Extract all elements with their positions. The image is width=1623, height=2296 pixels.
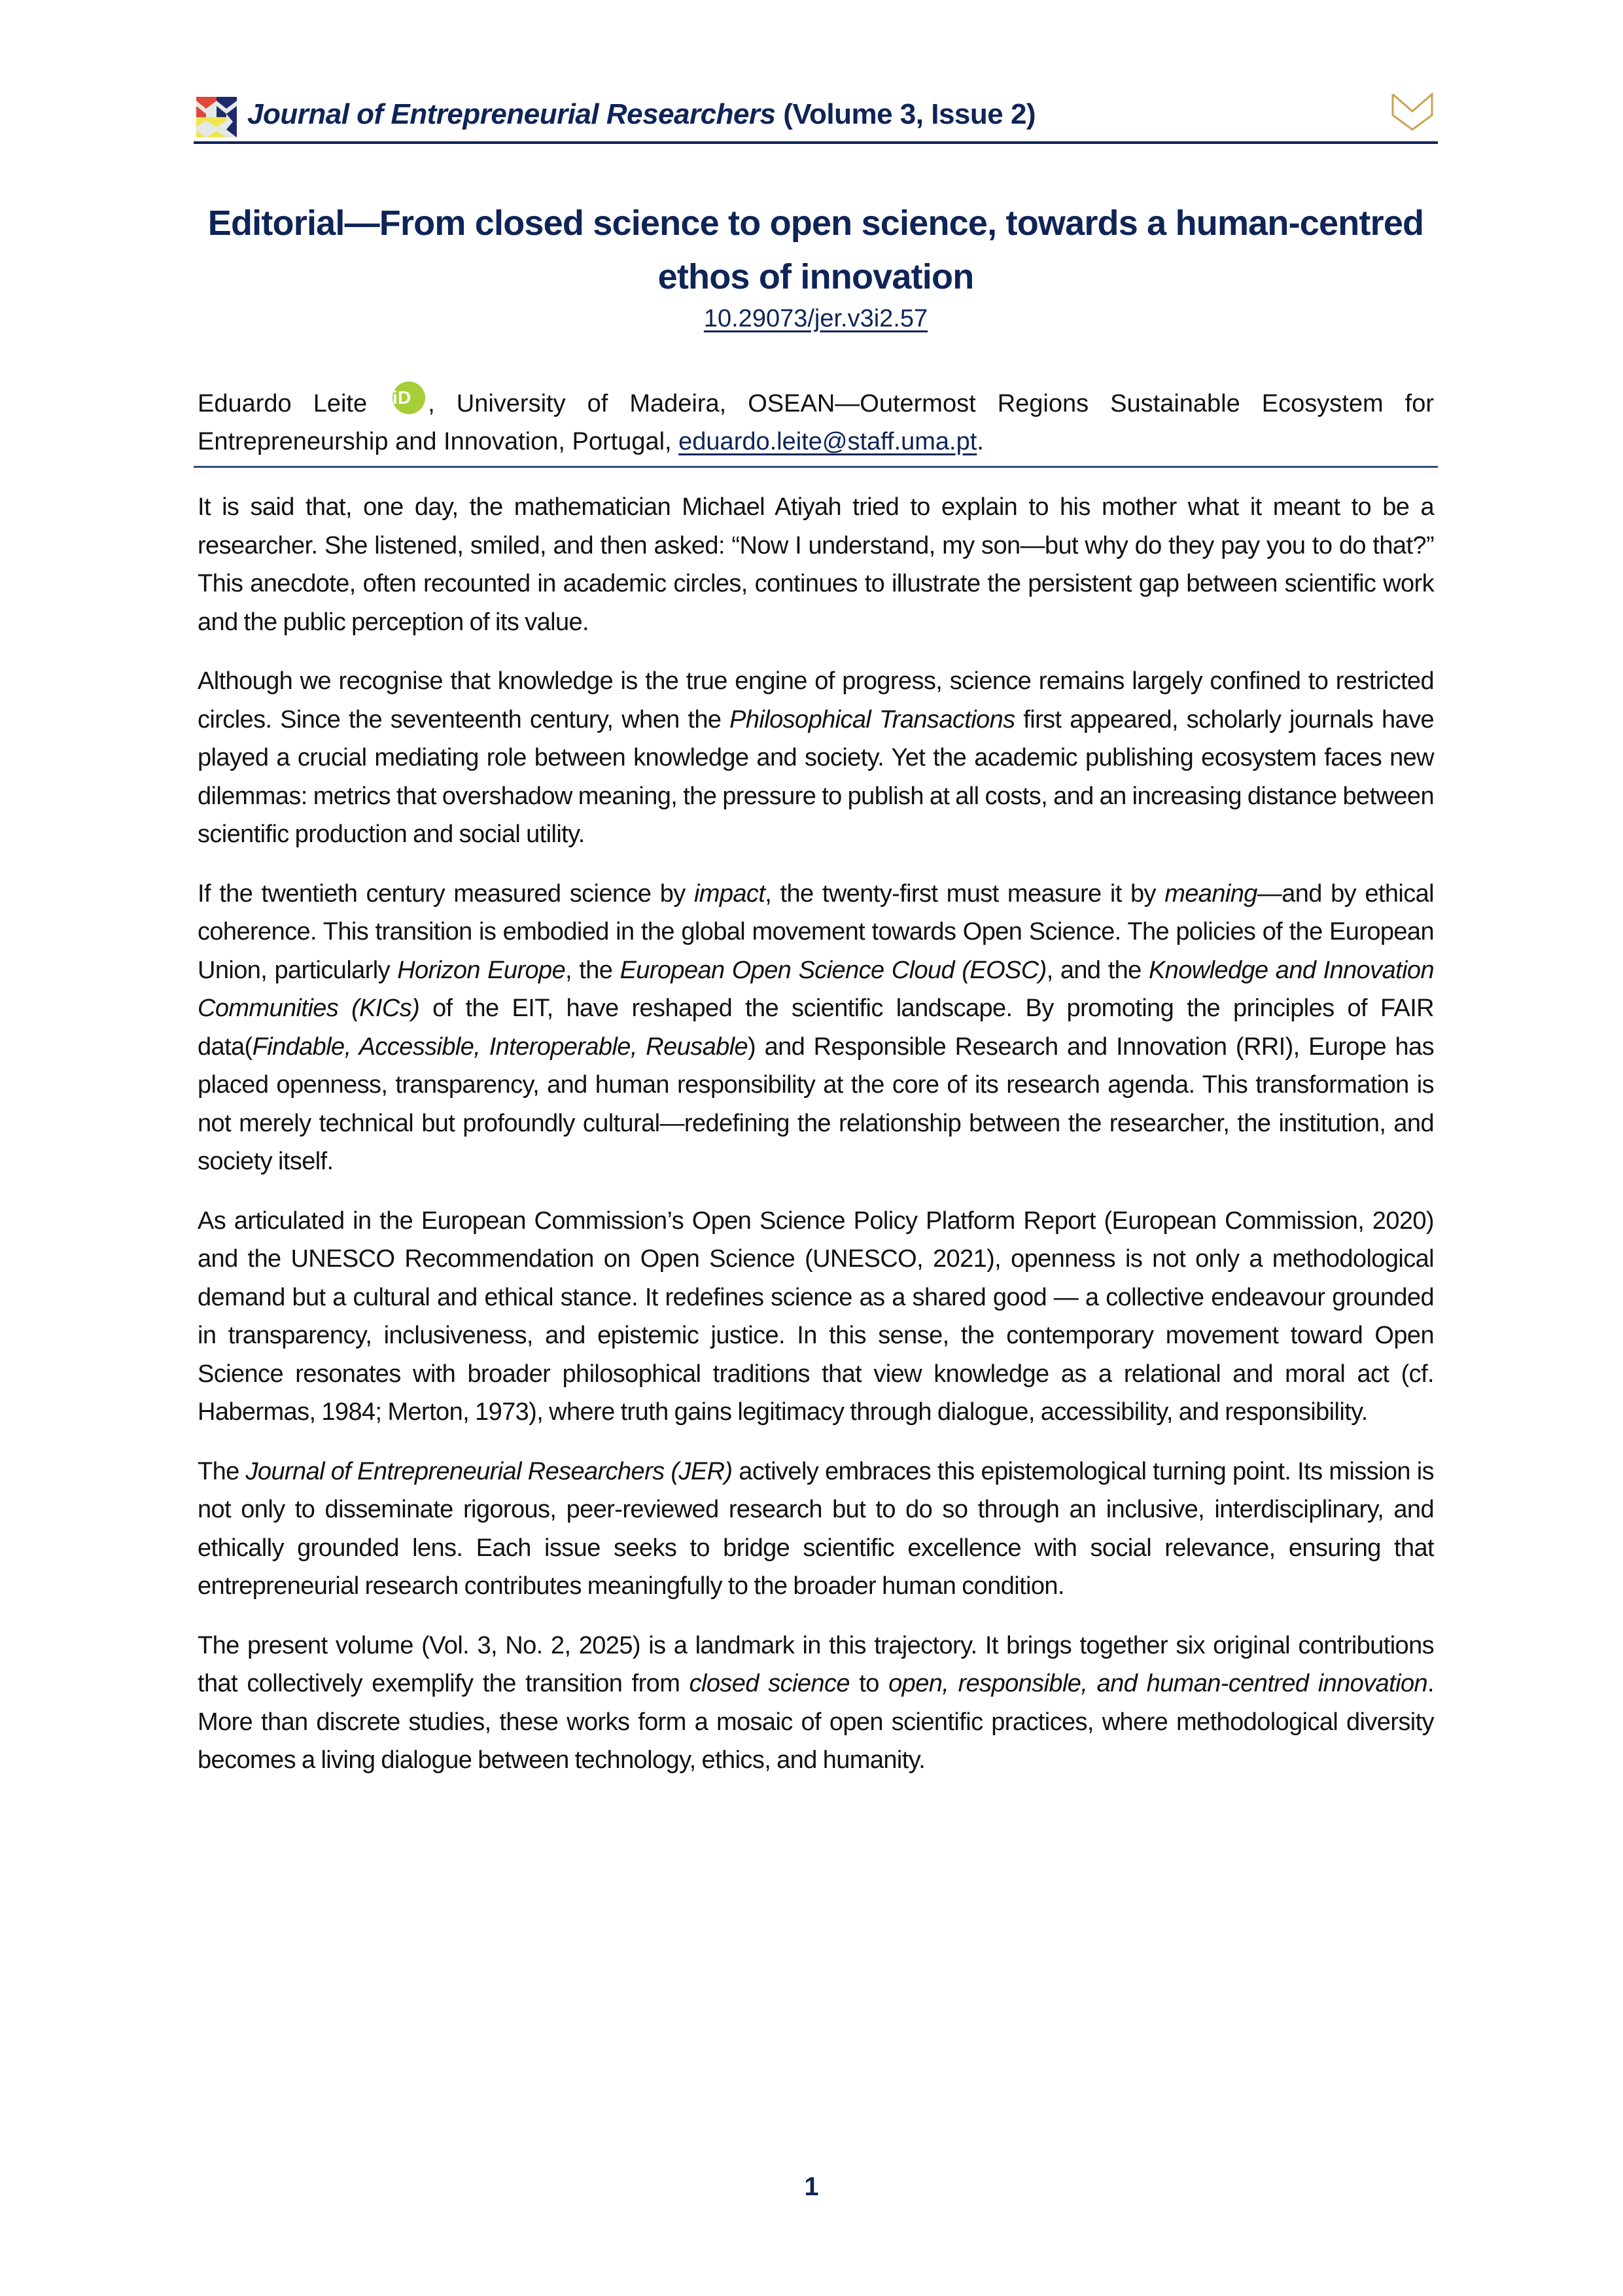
italic-text: Findable, Accessible, Interoperable, Reusable — [252, 1033, 748, 1061]
italic-text: Knowledge and Innovation Communities (KICs) — [198, 956, 1434, 1022]
doi — [194, 305, 1438, 333]
journal-name: Journal of Entrepreneurial Researchers — [247, 98, 776, 130]
italic-text: European Open Science Cloud (EOSC) — [620, 956, 1047, 984]
running-header — [194, 96, 1438, 143]
italic-text: Philosophical Transactions — [729, 705, 1015, 733]
header-divider — [194, 141, 1438, 144]
text: Although we recognise that knowledge is the true engine of progress, science remains largely confined to restricted circles. Since the seventeenth century, when the — [198, 667, 1434, 733]
article-title-line2: ethos of innovation — [657, 257, 974, 296]
paragraph-5 — [198, 1453, 1434, 1606]
italic-text: closed science — [689, 1670, 850, 1697]
paragraph-4: As articulated in the European Commission’s Open Science Policy Platform Report (European Commission, 2020) and the UNESCO Recommendation on Open Science (UNESCO, 2021), openness is not only a methodological demand but a cultural and ethical stance. It redefines science as a shared good — a collective endeavour grounded in transparency, inclusiveness, and epistemic justice. In this sense, the contemporary movement toward Open Science resonates with broader philosophical traditions that view knowledge as a relational and moral act (cf. Habermas, 1984; Merton, 1973), where truth gains legitimacy through dialogue, accessibility, and responsibility. — [198, 1207, 1434, 1426]
text: If the twentieth century measured science by — [198, 879, 694, 908]
orcid-icon[interactable]: iD — [393, 381, 425, 414]
author-email-link[interactable]: eduardo.leite@staff.uma.pt — [678, 428, 977, 455]
italic-text: meaning — [1164, 879, 1257, 908]
text: —and by ethical coherence. This transition is embodied in the global movement towards Open Science. The policies of the European Union, particularly — [198, 879, 1434, 984]
text: actively embraces this epistemological turning point. Its mission is not only to disseminate rigorous, peer-reviewed research but to do so through an inclusive, interdisciplinary, and ethically grounded lens. Each issue seeks to bridge scientific excellence with social relevance, ensuring that entrepreneurial research contributes meaningfully to the broader human condition. — [198, 1457, 1434, 1600]
paragraph-1: It is said that, one day, the mathematician Michael Atiyah tried to explain to his mother what it meant to be a researcher. She listened, smiled, and then asked: “Now I understand, my son—but why do they pay you to do that?” This anecdote, often recounted in academic circles, continues to illustrate the persistent gap between scientific work and the public perception of its value. — [198, 493, 1434, 636]
text: , and the — [1046, 956, 1149, 984]
text: , the — [565, 956, 620, 984]
gold-chevron-icon — [1391, 92, 1434, 132]
doi-link[interactable]: 10.29073/jer.v3i2.57 — [703, 305, 928, 332]
italic-text: Journal of Entrepreneurial Researchers (JER) — [245, 1457, 733, 1485]
text: The — [198, 1457, 246, 1485]
italic-text: open, responsible, and human-centred innovation — [888, 1670, 1428, 1697]
article-title-line1: Editorial—From closed science to open science, towards a human-centred — [207, 203, 1424, 243]
text: of the EIT, have reshaped the scientific landscape. By promoting the principles of FAIR data( — [198, 995, 1435, 1061]
text: . More than discrete studies, these works form a mosaic of open scientific practices, where methodological diversity becomes a living dialogue between technology, ethics, and humanity. — [198, 1670, 1434, 1774]
article-title — [194, 196, 1438, 304]
text: , the twenty-first must measure it by — [765, 879, 1165, 908]
text: first appeared, scholarly journals have played a crucial mediating role between knowledge and society. Yet the academic publishing ecosystem faces new dilemmas: metrics that overshadow meaning, the pressure to publish at all costs, and an increasing distance between scientific production and social utility. — [198, 705, 1434, 848]
journal-title — [247, 98, 1036, 131]
author-divider — [194, 466, 1438, 468]
italic-text: Horizon Europe — [397, 956, 566, 984]
text: ) and Responsible Research and Innovation (RRI), Europe has placed openness, transparency, and human responsibility at the core of its research agenda. This transformation is not merely technical but profoundly cultural—redefining the relationship between the researcher, the institution, and society itself. — [198, 1033, 1434, 1175]
author-trailing: . — [977, 428, 984, 455]
paragraph-2 — [198, 662, 1434, 854]
journal-issue: (Volume 3, Issue 2) — [783, 98, 1036, 130]
italic-text: impact — [693, 879, 765, 908]
paragraph-3 — [198, 875, 1434, 1181]
paragraph-6 — [198, 1627, 1434, 1780]
page-number: 1 — [804, 2172, 819, 2201]
chevron-pattern-logo-icon — [196, 97, 237, 137]
article-body — [198, 488, 1434, 1801]
text: to — [849, 1670, 889, 1697]
author-affiliation — [198, 381, 1434, 461]
author-name: Eduardo Leite — [198, 390, 368, 417]
text: The present volume (Vol. 3, No. 2, 2025) is a landmark in this trajectory. It brings together six original contributions that collectively exemplify the transition from — [198, 1631, 1434, 1697]
affiliation-text: , University of Madeira, OSEAN—Outermost Regions Sustainable Ecosystem for Entrepreneurship and Innovation, Portugal, — [198, 390, 1434, 455]
